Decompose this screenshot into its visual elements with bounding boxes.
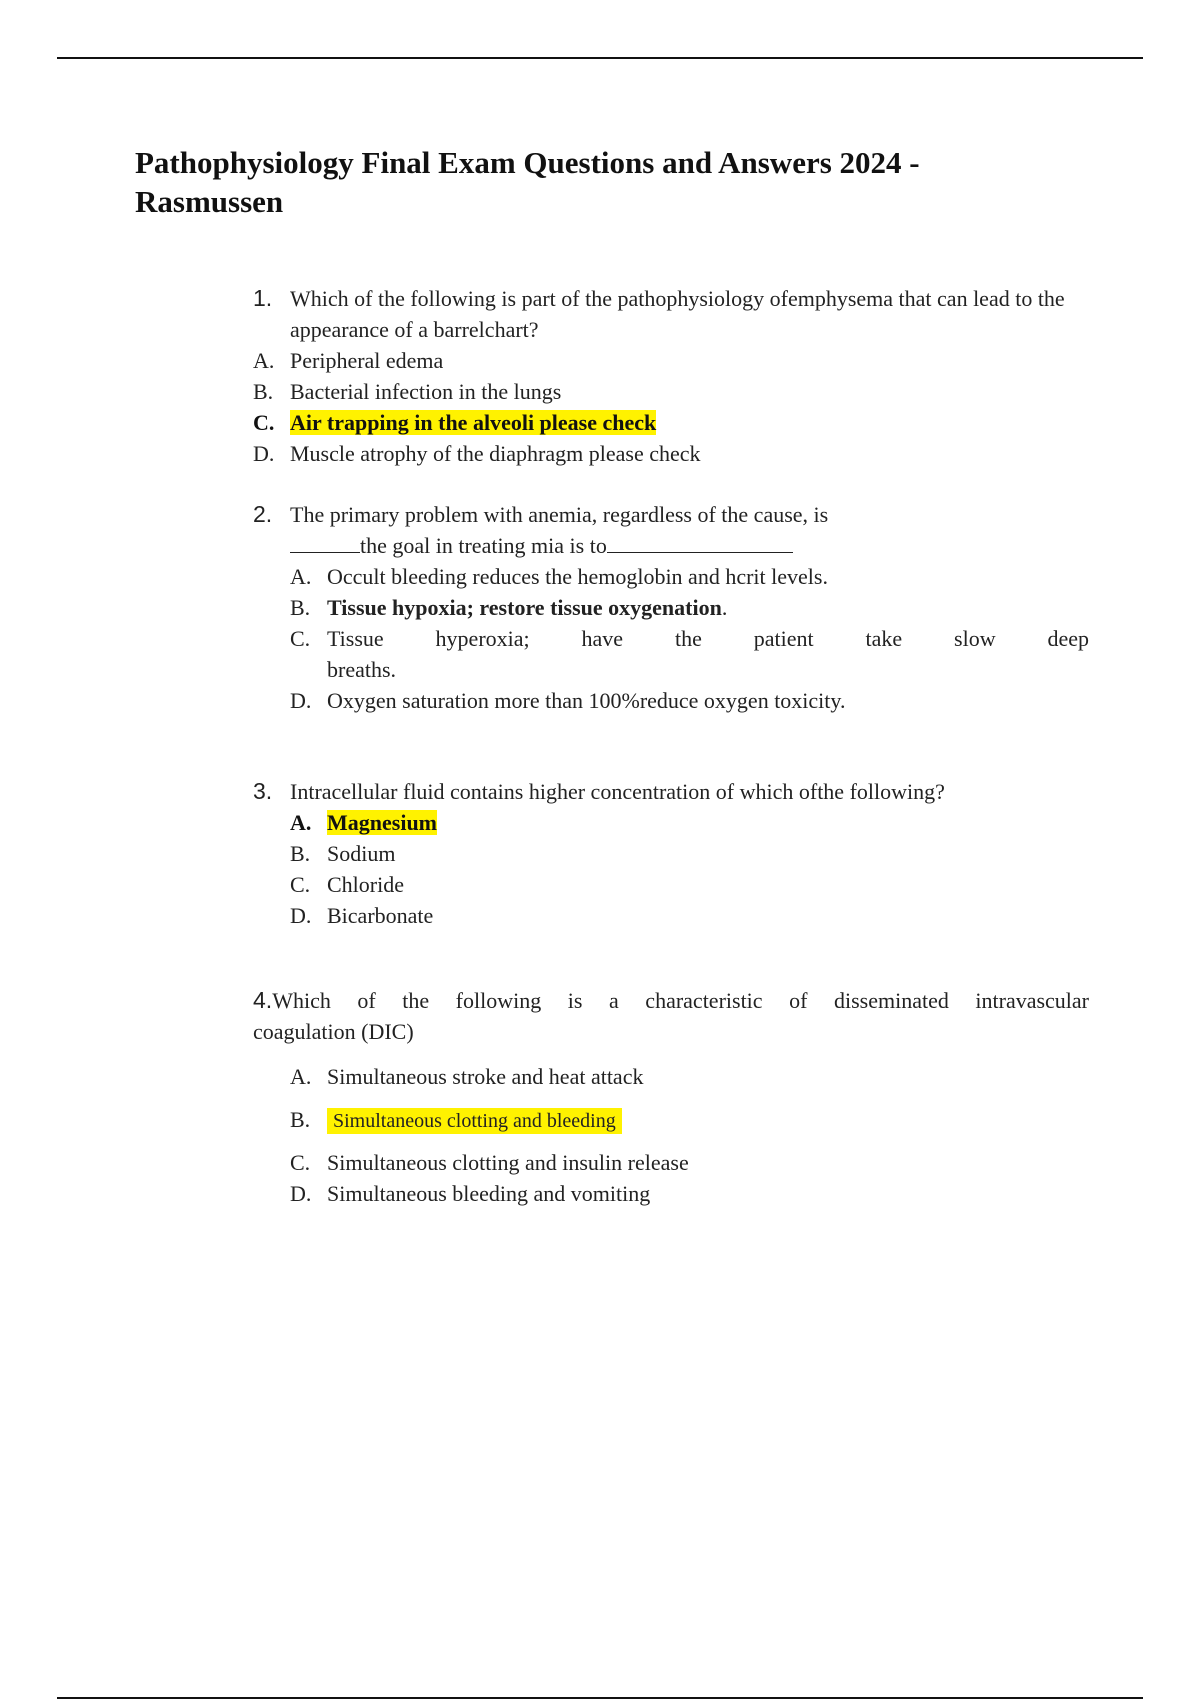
answer-options — [253, 345, 1089, 469]
option-c — [290, 623, 1089, 685]
option-letter: C. — [290, 872, 311, 897]
question-number: 3. — [253, 778, 273, 804]
option-letter: A. — [290, 564, 312, 589]
option-text: Peripheral edema — [290, 348, 444, 373]
option-text-cont: breaths. — [327, 657, 397, 682]
question-text: Which of the following is a characteristic of disseminated intravascular — [272, 988, 1089, 1013]
question-number: 2. — [253, 501, 273, 527]
bold-answer: Tissue hypoxia; restore tissue oxygenation — [327, 595, 722, 620]
option-text: Bicarbonate — [327, 903, 434, 928]
option-b-correct — [290, 592, 1089, 623]
option-c-correct — [253, 407, 1089, 438]
option-text: Chloride — [327, 872, 404, 897]
question-2 — [253, 499, 1089, 716]
question-line-1 — [253, 985, 1089, 1016]
answer-suffix: . — [721, 595, 728, 620]
question-text-cont: coagulation (DIC) — [253, 1019, 414, 1044]
option-letter: B. — [290, 841, 311, 866]
question-4 — [253, 985, 1089, 1209]
question-1 — [253, 283, 1089, 469]
option-text: Oxygen saturation more than 100%reduce oxygen toxicity. — [327, 688, 846, 713]
option-letter: C. — [290, 626, 311, 651]
option-letter: D. — [253, 441, 275, 466]
answer-options — [290, 561, 1089, 716]
title-line-1: Pathophysiology Final Exam Questions and Answers 2024 - — [135, 145, 920, 180]
option-c — [290, 1147, 1089, 1178]
option-letter: A. — [290, 810, 312, 835]
option-d — [253, 438, 1089, 469]
question-3 — [253, 776, 1089, 931]
option-letter: B. — [290, 1107, 311, 1132]
option-letter: A. — [253, 348, 275, 373]
option-d — [290, 1178, 1089, 1209]
option-text: Bacterial infection in the lungs — [290, 379, 562, 404]
answer-blank — [290, 534, 360, 553]
option-a-correct — [290, 807, 1089, 838]
question-number: 1. — [253, 285, 273, 311]
option-text: Simultaneous clotting and insulin release — [327, 1150, 689, 1175]
answer-blank — [607, 534, 793, 553]
highlighted-answer: Air trapping in the alveoli please check — [290, 410, 657, 435]
option-text: Occult bleeding reduces the hemoglobin and hcrit levels. — [327, 564, 828, 589]
header-rule — [57, 57, 1143, 59]
option-text: Sodium — [327, 841, 396, 866]
document-title — [135, 143, 1035, 221]
option-letter: B. — [290, 595, 311, 620]
answer-options — [290, 807, 1089, 931]
option-text: Simultaneous stroke and heat attack — [327, 1064, 644, 1089]
question-text-cont: the goal in treating mia is to — [360, 533, 607, 558]
option-letter: B. — [253, 379, 274, 404]
title-line-2: Rasmussen — [135, 184, 284, 219]
option-b — [253, 376, 1089, 407]
option-b-correct — [290, 1104, 1089, 1137]
option-text: Tissue hyperoxia; have the patient take slow deep — [327, 626, 1089, 651]
option-c — [290, 869, 1089, 900]
option-letter: D. — [290, 1181, 312, 1206]
highlighted-answer: Simultaneous clotting and bleeding — [327, 1108, 622, 1134]
option-text: Simultaneous bleeding and vomiting — [327, 1181, 651, 1206]
option-letter: D. — [290, 903, 312, 928]
option-d — [290, 685, 1089, 716]
option-letter: A. — [290, 1064, 312, 1089]
option-letter: D. — [290, 688, 312, 713]
question-number: 4. — [253, 987, 273, 1013]
option-b — [290, 838, 1089, 869]
option-a — [290, 1061, 1089, 1092]
question-text: Intracellular fluid contains higher concentration of which ofthe following? — [290, 779, 945, 804]
footer-rule — [57, 1697, 1143, 1699]
option-letter: C. — [253, 410, 275, 435]
option-a — [290, 561, 1089, 592]
question-text: The primary problem with anemia, regardless of the cause, is — [290, 502, 829, 527]
option-text: Muscle atrophy of the diaphragm please check — [290, 441, 701, 466]
option-a — [253, 345, 1089, 376]
answer-options — [290, 1061, 1089, 1209]
option-d — [290, 900, 1089, 931]
question-text: Which of the following is part of the pathophysiology ofemphysema that can lead to the appearance of a barrelchart? — [290, 286, 1065, 342]
highlighted-answer: Magnesium — [327, 810, 437, 835]
option-letter: C. — [290, 1150, 311, 1175]
